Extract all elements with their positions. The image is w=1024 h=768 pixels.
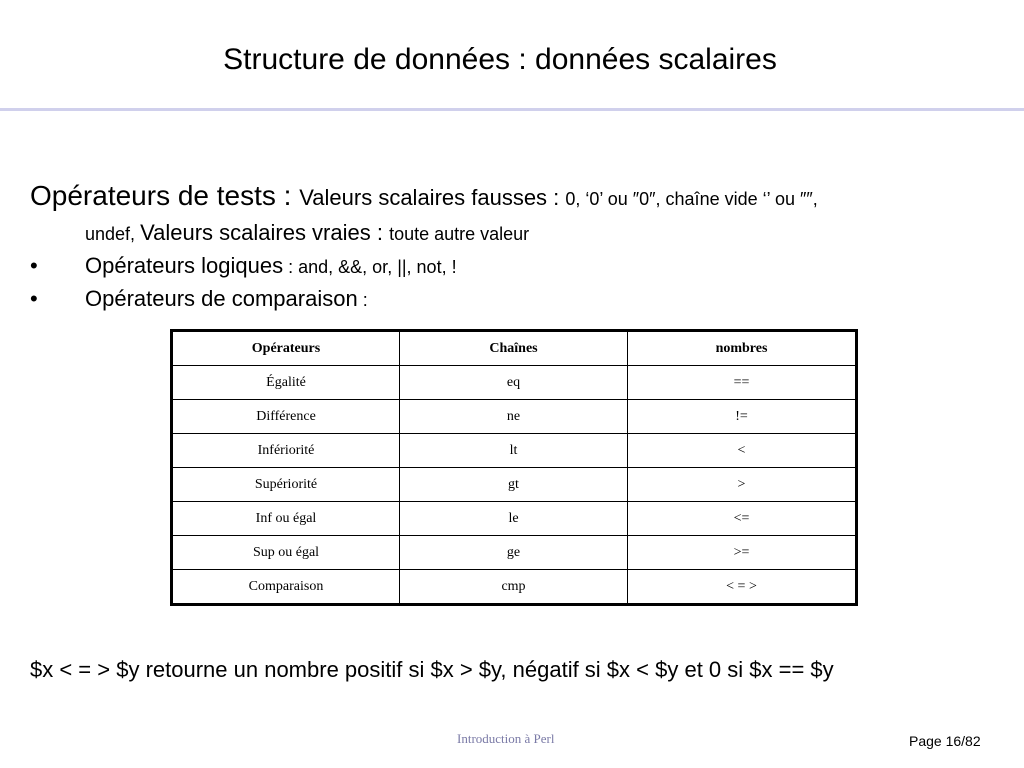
string-op-cell: eq xyxy=(400,366,628,400)
bullet-label: Opérateurs de comparaison xyxy=(85,286,358,311)
bullet-detail: : xyxy=(357,290,368,310)
bullet-comparison-operators xyxy=(30,283,1020,316)
truthy-label: Valeurs scalaires vraies : xyxy=(140,220,390,245)
table-row xyxy=(172,400,857,434)
bullet-detail: : and, &&, or, ||, not, ! xyxy=(283,257,457,277)
operator-cell: Différence xyxy=(172,400,400,434)
table-row xyxy=(172,536,857,570)
string-op-cell: le xyxy=(400,502,628,536)
bullet-logical-operators xyxy=(30,250,1020,283)
truthy-values: toute autre valeur xyxy=(389,224,530,244)
operator-cell: Sup ou égal xyxy=(172,536,400,570)
tests-line-continued xyxy=(30,217,1020,250)
operator-cell: Inf ou égal xyxy=(172,502,400,536)
tests-line xyxy=(30,178,1020,217)
falsy-values: 0, ‘0’ ou ″0″, chaîne vide ‘’ ou ″″, xyxy=(565,189,818,209)
table-row xyxy=(172,570,857,605)
number-op-cell: > xyxy=(628,468,857,502)
header-numbers: nombres xyxy=(628,331,857,366)
comparison-operators-table xyxy=(170,329,858,606)
operator-cell: Supériorité xyxy=(172,468,400,502)
bullet-marker: • xyxy=(30,253,38,278)
string-op-cell: ne xyxy=(400,400,628,434)
header-strings: Chaînes xyxy=(400,331,628,366)
operator-cell: Égalité xyxy=(172,366,400,400)
number-op-cell: == xyxy=(628,366,857,400)
operator-cell: Infériorité xyxy=(172,434,400,468)
slide-body xyxy=(30,178,1020,316)
number-op-cell: < = > xyxy=(628,570,857,605)
string-op-cell: ge xyxy=(400,536,628,570)
operator-cell: Comparaison xyxy=(172,570,400,605)
table-row xyxy=(172,366,857,400)
number-op-cell: != xyxy=(628,400,857,434)
table-row xyxy=(172,434,857,468)
number-op-cell: <= xyxy=(628,502,857,536)
number-op-cell: < xyxy=(628,434,857,468)
table-row xyxy=(172,468,857,502)
separator-text: , xyxy=(130,224,141,244)
tests-heading: Opérateurs de tests : xyxy=(30,180,300,211)
number-op-cell: >= xyxy=(628,536,857,570)
footer-page-number: Page 16/82 xyxy=(909,733,981,749)
bullet-marker: • xyxy=(30,286,38,311)
header-operators: Opérateurs xyxy=(172,331,400,366)
string-op-cell: gt xyxy=(400,468,628,502)
footer-course-title: Introduction à Perl xyxy=(457,731,555,746)
title-divider xyxy=(0,108,1024,111)
undef-text: undef xyxy=(85,224,131,244)
slide-title: Structure de données : données scalaires xyxy=(223,43,777,76)
string-op-cell: lt xyxy=(400,434,628,468)
table-row xyxy=(172,502,857,536)
spaceship-note: $x < = > $y retourne un nombre positif si $x > $y, négatif si $x < $y et 0 si $x == $y xyxy=(30,657,834,682)
falsy-label: Valeurs scalaires fausses : xyxy=(299,185,566,210)
string-op-cell: cmp xyxy=(400,570,628,605)
table-header-row xyxy=(172,331,857,366)
bullet-label: Opérateurs logiques xyxy=(85,253,284,278)
